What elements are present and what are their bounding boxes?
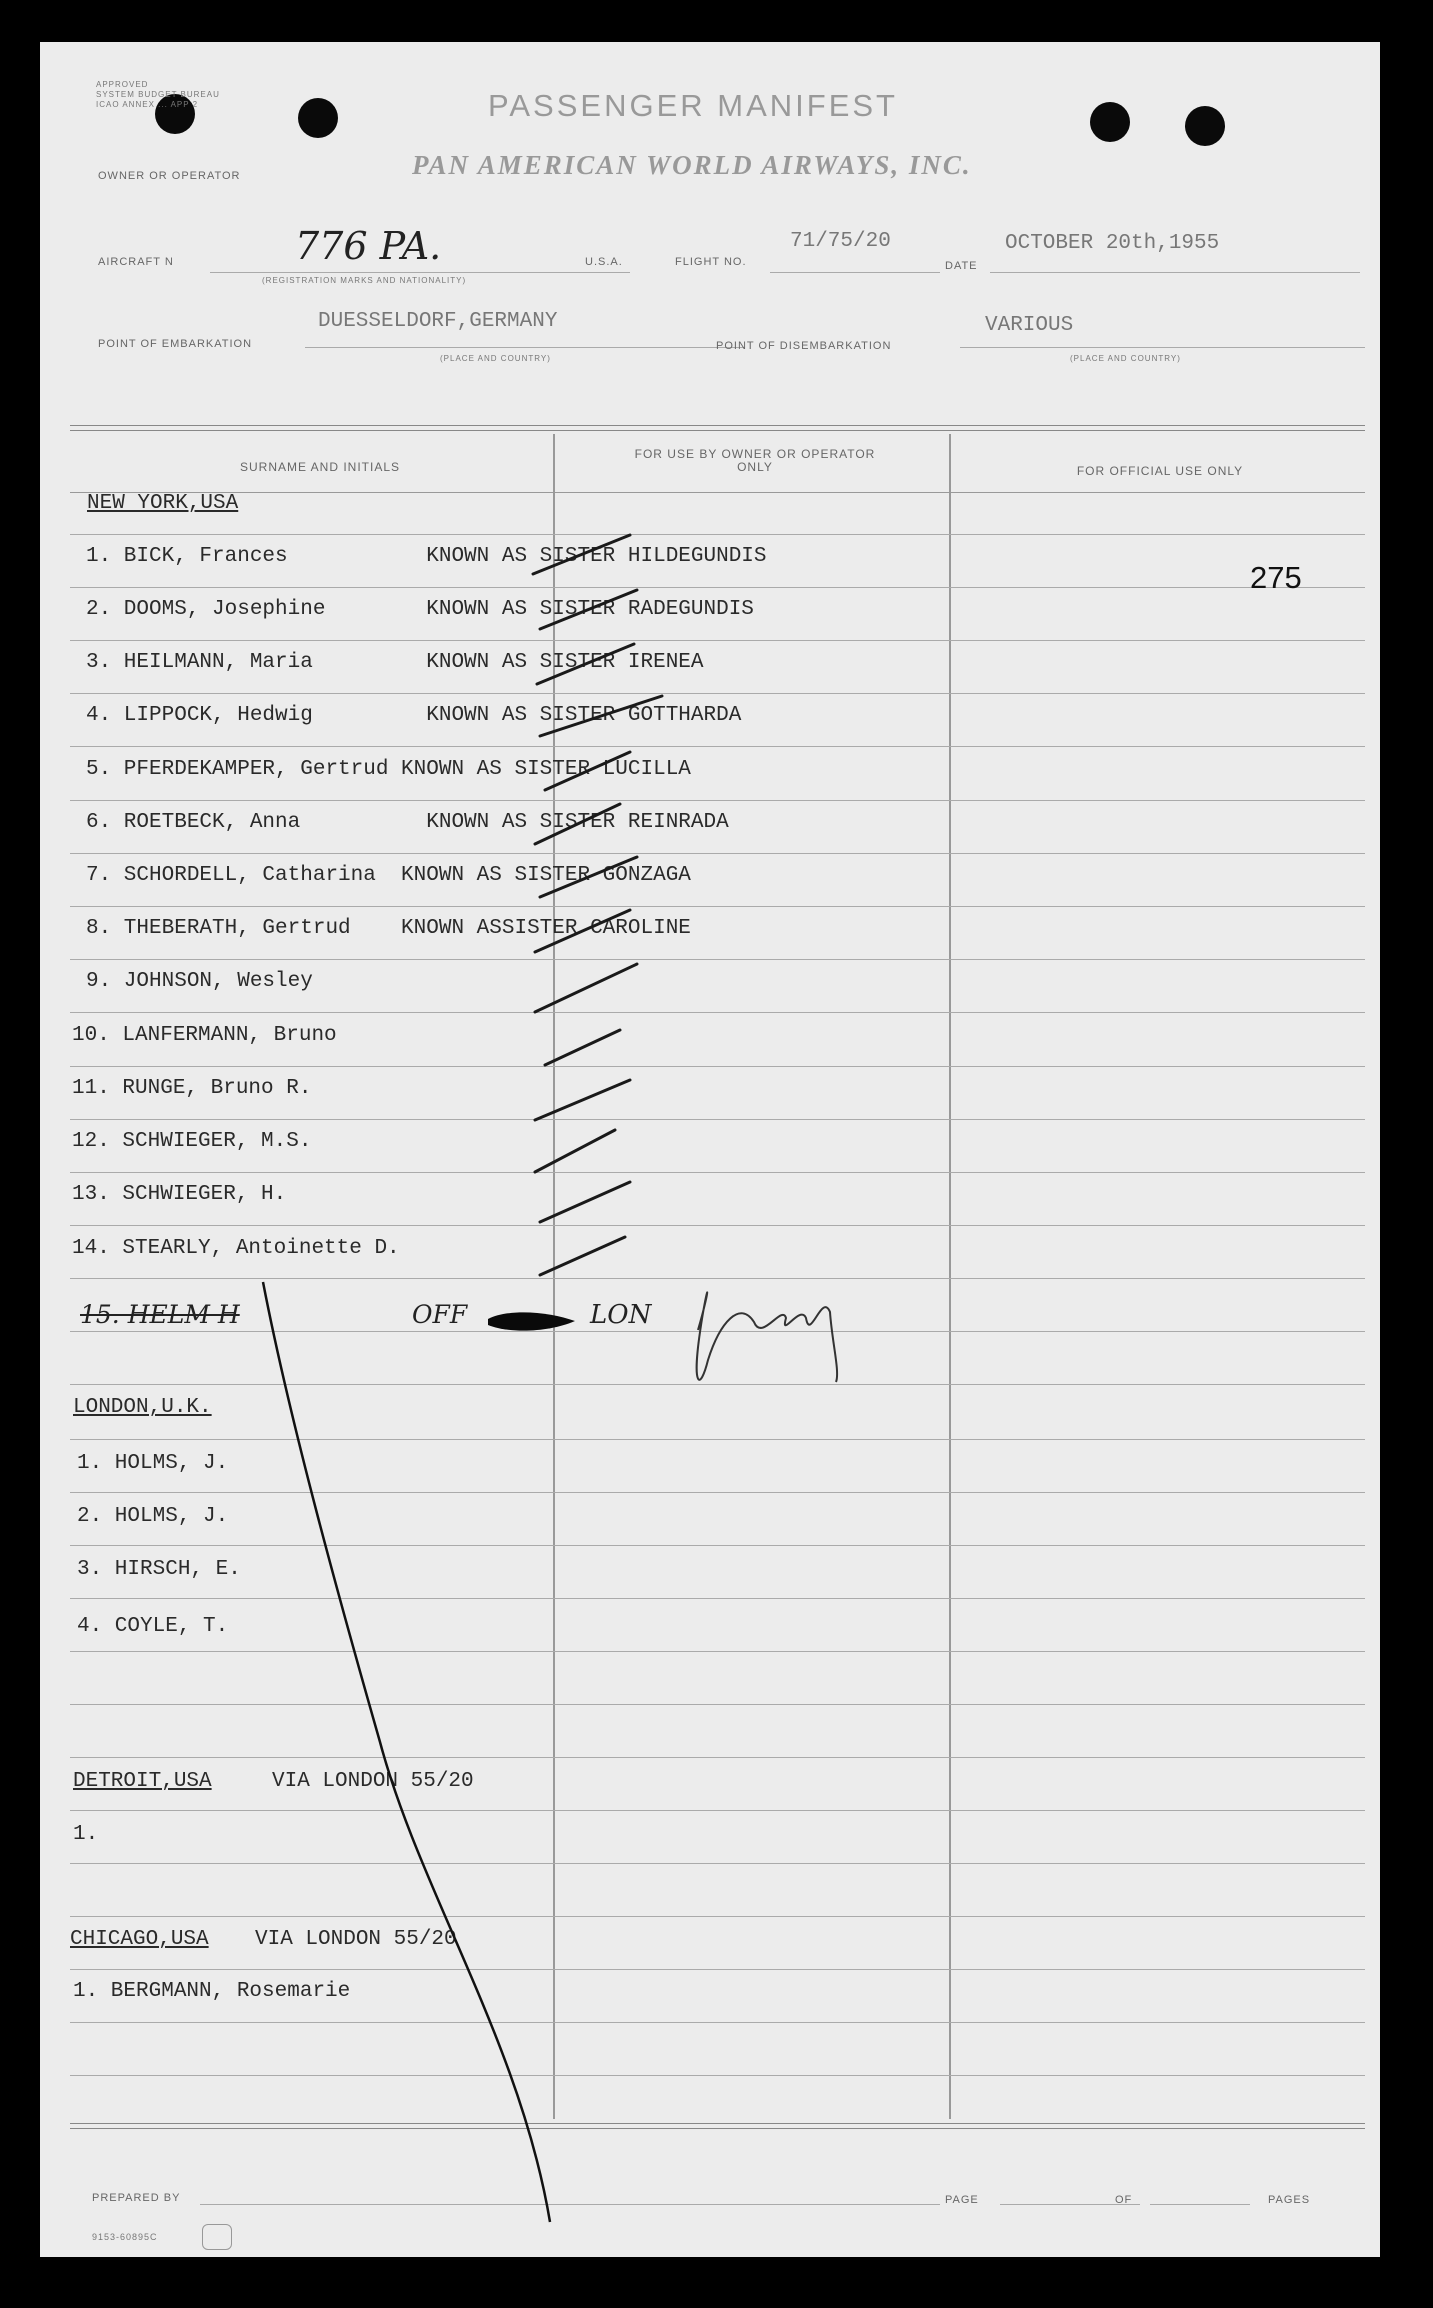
check-mark	[545, 752, 630, 790]
section-heading: NEW YORK,USA	[87, 492, 239, 515]
check-mark	[535, 1130, 615, 1172]
embarkation-sublabel: (PLACE AND COUNTRY)	[440, 354, 551, 363]
passenger-row: 3. HIRSCH, E.	[77, 1558, 241, 1581]
section-route: VIA LONDON 55/20	[272, 1770, 474, 1793]
check-mark	[540, 590, 637, 629]
diagonal-strike-line	[263, 1282, 550, 2222]
approval-line: APPROVED	[96, 80, 149, 89]
of-label: OF	[1115, 2194, 1133, 2206]
passenger-row: 10. LANFERMANN, Bruno	[72, 1024, 337, 1047]
aircraft-registration: 776 PA.	[295, 224, 442, 268]
section-heading: LONDON,U.K.	[73, 1396, 212, 1419]
prepared-by-label: PREPARED BY	[92, 2192, 181, 2204]
check-mark	[540, 696, 662, 736]
passenger-row: 2. DOOMS, Josephine KNOWN AS SISTER RADEGUNDIS	[86, 598, 754, 621]
column-header-official: FOR OFFICIAL USE ONLY	[1076, 464, 1244, 478]
aircraft-label: AIRCRAFT N	[98, 256, 174, 268]
check-mark	[545, 1030, 620, 1065]
passenger-row: 13. SCHWIEGER, H.	[72, 1183, 287, 1206]
station-note: LON	[590, 1300, 652, 1330]
passenger-row: 1. BICK, Frances KNOWN AS SISTER HILDEGUNDIS	[86, 545, 767, 568]
manifest-page	[40, 42, 1380, 2257]
pages-label: PAGES	[1268, 2194, 1311, 2206]
passenger-row: 6. ROETBECK, Anna KNOWN AS SISTER REINRADA	[86, 811, 729, 834]
passenger-row: 1.	[73, 1823, 99, 1846]
scribble-mark	[488, 1312, 575, 1330]
usa-label: U.S.A.	[585, 256, 623, 268]
section-heading: CHICAGO,USA	[70, 1928, 209, 1951]
signature	[697, 1292, 837, 1382]
check-mark	[535, 1080, 630, 1120]
embarkation-label: POINT OF EMBARKATION	[98, 338, 253, 350]
operator-name: PAN AMERICAN WORLD AIRWAYS, INC.	[412, 150, 972, 180]
disembarkation-label: POINT OF DISEMBARKATION	[716, 340, 892, 352]
owner-label: OWNER OR OPERATOR	[98, 170, 241, 182]
flight-number: 71/75/20	[790, 230, 891, 253]
section-route: VIA LONDON 55/20	[255, 1928, 457, 1951]
approval-line: ICAO ANNEX ... APP 2	[96, 100, 199, 109]
passenger-row: 11. RUNGE, Bruno R.	[72, 1077, 312, 1100]
check-mark	[535, 910, 630, 952]
disembarkation-sublabel: (PLACE AND COUNTRY)	[1070, 354, 1181, 363]
passenger-row: 14. STEARLY, Antoinette D.	[72, 1237, 400, 1260]
passenger-row: 4. LIPPOCK, Hedwig KNOWN AS SISTER GOTTHARDA	[86, 704, 742, 727]
check-mark	[533, 535, 630, 574]
check-mark	[537, 644, 634, 684]
check-mark	[540, 1237, 625, 1275]
column-header-surname: SURNAME AND INITIALS	[239, 460, 401, 474]
handwritten-marks	[40, 42, 1380, 2257]
check-mark	[540, 857, 637, 897]
passenger-row: 8. THEBERATH, Gertrud KNOWN ASSISTER CAROLINE	[86, 917, 691, 940]
column-header-owner: FOR USE BY OWNER OR OPERATOR ONLY	[634, 447, 876, 474]
off-note: OFF	[412, 1300, 468, 1329]
passenger-row: 4. COYLE, T.	[77, 1615, 229, 1638]
embarkation-value: DUESSELDORF,GERMANY	[318, 310, 558, 333]
official-number: 275	[1250, 560, 1302, 595]
passenger-row: 3. HEILMANN, Maria KNOWN AS SISTER IRENEA	[86, 651, 704, 674]
flight-label: FLIGHT NO.	[675, 256, 747, 268]
check-mark	[540, 1182, 630, 1222]
aircraft-sublabel: (REGISTRATION MARKS AND NATIONALITY)	[262, 276, 467, 285]
passenger-row: 1. HOLMS, J.	[77, 1452, 229, 1475]
check-mark	[535, 804, 620, 844]
passenger-row: 12. SCHWIEGER, M.S.	[72, 1130, 312, 1153]
page-label: PAGE	[945, 2194, 979, 2206]
disembarkation-value: VARIOUS	[985, 314, 1074, 337]
form-title: PASSENGER MANIFEST	[488, 88, 898, 123]
check-mark	[535, 964, 637, 1012]
flight-date: OCTOBER 20th,1955	[1005, 232, 1220, 255]
struck-entry: 15. HELM H	[80, 1300, 240, 1329]
section-heading: DETROIT,USA	[73, 1770, 212, 1793]
approval-line: SYSTEM BUDGET BUREAU	[96, 90, 220, 99]
passenger-row: 7. SCHORDELL, Catharina KNOWN AS SISTER GONZAGA	[86, 864, 691, 887]
form-number: 9153-60895C	[92, 2232, 158, 2242]
passenger-row: 1. BERGMANN, Rosemarie	[73, 1980, 351, 2003]
passenger-row: 2. HOLMS, J.	[77, 1505, 229, 1528]
check-marks	[533, 535, 662, 1275]
passenger-row: 5. PFERDEKAMPER, Gertrud KNOWN AS SISTER LUCILLA	[86, 758, 691, 781]
passenger-row: 9. JOHNSON, Wesley	[86, 970, 313, 993]
date-label: DATE	[945, 260, 978, 272]
